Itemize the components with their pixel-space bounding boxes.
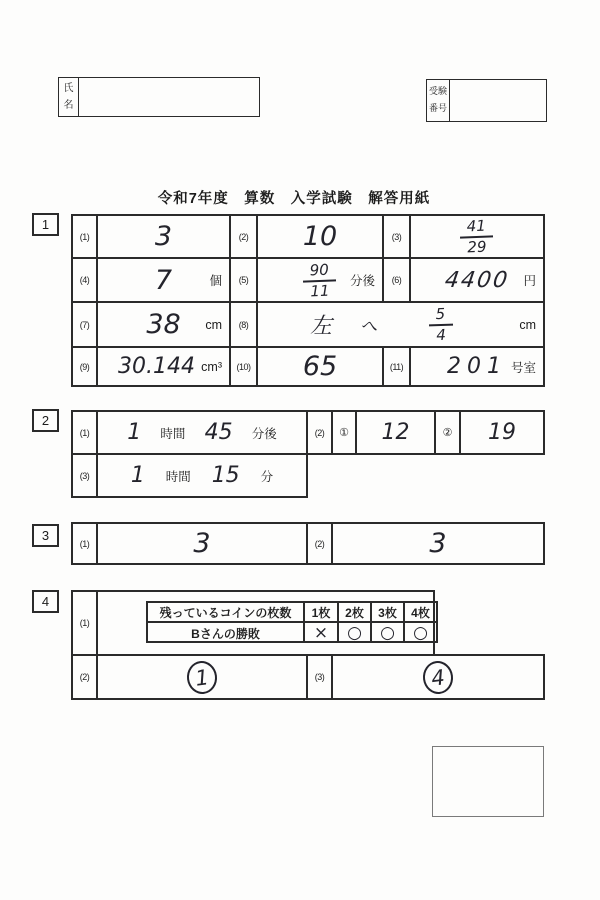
question-2-row-2 bbox=[71, 455, 308, 498]
question-4-row-1 bbox=[71, 590, 435, 654]
q3-label-1: (1) bbox=[73, 524, 98, 563]
q1-label-10: (10) bbox=[231, 348, 258, 385]
question-3-number: 3 bbox=[32, 524, 59, 547]
q2-answer-1: 1 時間 45 分後 bbox=[98, 412, 308, 453]
q1-label-1: (1) bbox=[73, 216, 98, 257]
question-2-row-1 bbox=[71, 410, 545, 455]
q3-label-2: (2) bbox=[308, 524, 333, 563]
q4-label-1: (1) bbox=[73, 592, 98, 654]
name-label: 氏名 bbox=[59, 78, 79, 116]
circled-answer-4: 4 bbox=[421, 659, 455, 695]
q4-answer-3 bbox=[333, 656, 543, 698]
name-input-area[interactable] bbox=[79, 78, 259, 116]
fraction-41-29: $\frac{41}{29}$ bbox=[460, 217, 494, 255]
q2-answer-2-2: 19 bbox=[488, 420, 516, 445]
q1-row-2 bbox=[73, 259, 543, 303]
coin-col-1: 1枚 bbox=[305, 603, 339, 621]
q1-label-7: (7) bbox=[73, 303, 98, 346]
question-2-number: 2 bbox=[32, 409, 59, 432]
q1-answer-7: 38 cm bbox=[98, 303, 231, 346]
coin-col-2: 2枚 bbox=[339, 603, 372, 621]
q1-label-6: (6) bbox=[384, 259, 411, 301]
q1-label-5: (5) bbox=[231, 259, 258, 301]
coin-table-header-row bbox=[148, 603, 436, 623]
win-loss-header: Bさんの勝敗 bbox=[148, 623, 305, 643]
q1-row-4 bbox=[73, 348, 543, 385]
q1-answer-8: 左 へ $\frac{5}{4}$ cm bbox=[310, 304, 536, 344]
q2-sub-label-1: ① bbox=[333, 412, 357, 453]
q1-answer-11: 201 号室 bbox=[447, 354, 536, 379]
question-1-number: 1 bbox=[32, 213, 59, 236]
q1-row-1 bbox=[73, 216, 543, 259]
mark-3: ○ bbox=[372, 623, 405, 643]
q1-row-3 bbox=[73, 303, 543, 348]
q4-label-2: (2) bbox=[73, 656, 98, 698]
q2-label-3: (3) bbox=[73, 455, 98, 496]
q3-answer-2: 3 bbox=[429, 528, 447, 559]
q1-label-11: (11) bbox=[384, 348, 411, 385]
coin-count-header: 残っているコインの枚数 bbox=[148, 603, 305, 621]
q1-answer-5: $\frac{90}{11}$ 分後 bbox=[258, 259, 384, 301]
examinee-number-label: 受験番号 bbox=[427, 80, 450, 121]
q4-answer-1 bbox=[98, 592, 433, 654]
coin-result-table bbox=[146, 601, 438, 643]
q1-answer-10: 65 bbox=[258, 348, 384, 385]
q2-label-2: (2) bbox=[308, 412, 333, 453]
score-box bbox=[432, 746, 544, 817]
q1-label-4: (4) bbox=[73, 259, 98, 301]
q1-label-3: (3) bbox=[384, 216, 411, 257]
examinee-number-box bbox=[426, 79, 547, 122]
q1-answer-9: 30.144 cm³ bbox=[98, 348, 231, 385]
question-4-row-2 bbox=[71, 654, 545, 700]
q3-answer-1: 3 bbox=[98, 524, 308, 563]
q1-label-9: (9) bbox=[73, 348, 98, 385]
q1-answer-2: 10 bbox=[258, 216, 384, 257]
question-1-table bbox=[71, 214, 545, 387]
q1-answer-1: 3 bbox=[98, 216, 231, 257]
fraction-90-11: $\frac{90}{11}$ bbox=[303, 261, 337, 299]
mark-4: ○ bbox=[413, 623, 428, 643]
q2-answer-2-1: 12 bbox=[357, 412, 436, 453]
circled-answer-1: 1 bbox=[185, 659, 219, 695]
name-box bbox=[58, 77, 260, 117]
coin-col-3: 3枚 bbox=[372, 603, 405, 621]
q2-sub-label-2: ② bbox=[436, 412, 461, 453]
q1-answer-6: 4400 円 bbox=[443, 267, 536, 293]
page-title: 令和7年度 算数 入学試験 解答用紙 bbox=[157, 191, 431, 207]
question-3-table bbox=[71, 522, 545, 565]
q4-answer-2 bbox=[98, 656, 308, 698]
fraction-5-4: $\frac{5}{4}$ bbox=[428, 306, 453, 344]
examinee-number-input-area[interactable] bbox=[450, 80, 546, 121]
mark-2: ○ bbox=[339, 623, 372, 643]
question-4-number: 4 bbox=[32, 590, 59, 613]
mark-1: × bbox=[305, 623, 339, 643]
q4-label-3: (3) bbox=[308, 656, 333, 698]
coin-table-result-row bbox=[148, 623, 436, 643]
coin-col-4: 4枚 bbox=[411, 605, 430, 620]
q2-label-1: (1) bbox=[73, 412, 98, 453]
q2-answer-3: 1 時間 15 分 bbox=[130, 463, 274, 488]
q1-label-8: (8) bbox=[231, 303, 258, 346]
q1-label-2: (2) bbox=[231, 216, 258, 257]
q1-answer-4: 7 個 bbox=[98, 259, 231, 301]
q1-answer-3 bbox=[411, 216, 543, 257]
